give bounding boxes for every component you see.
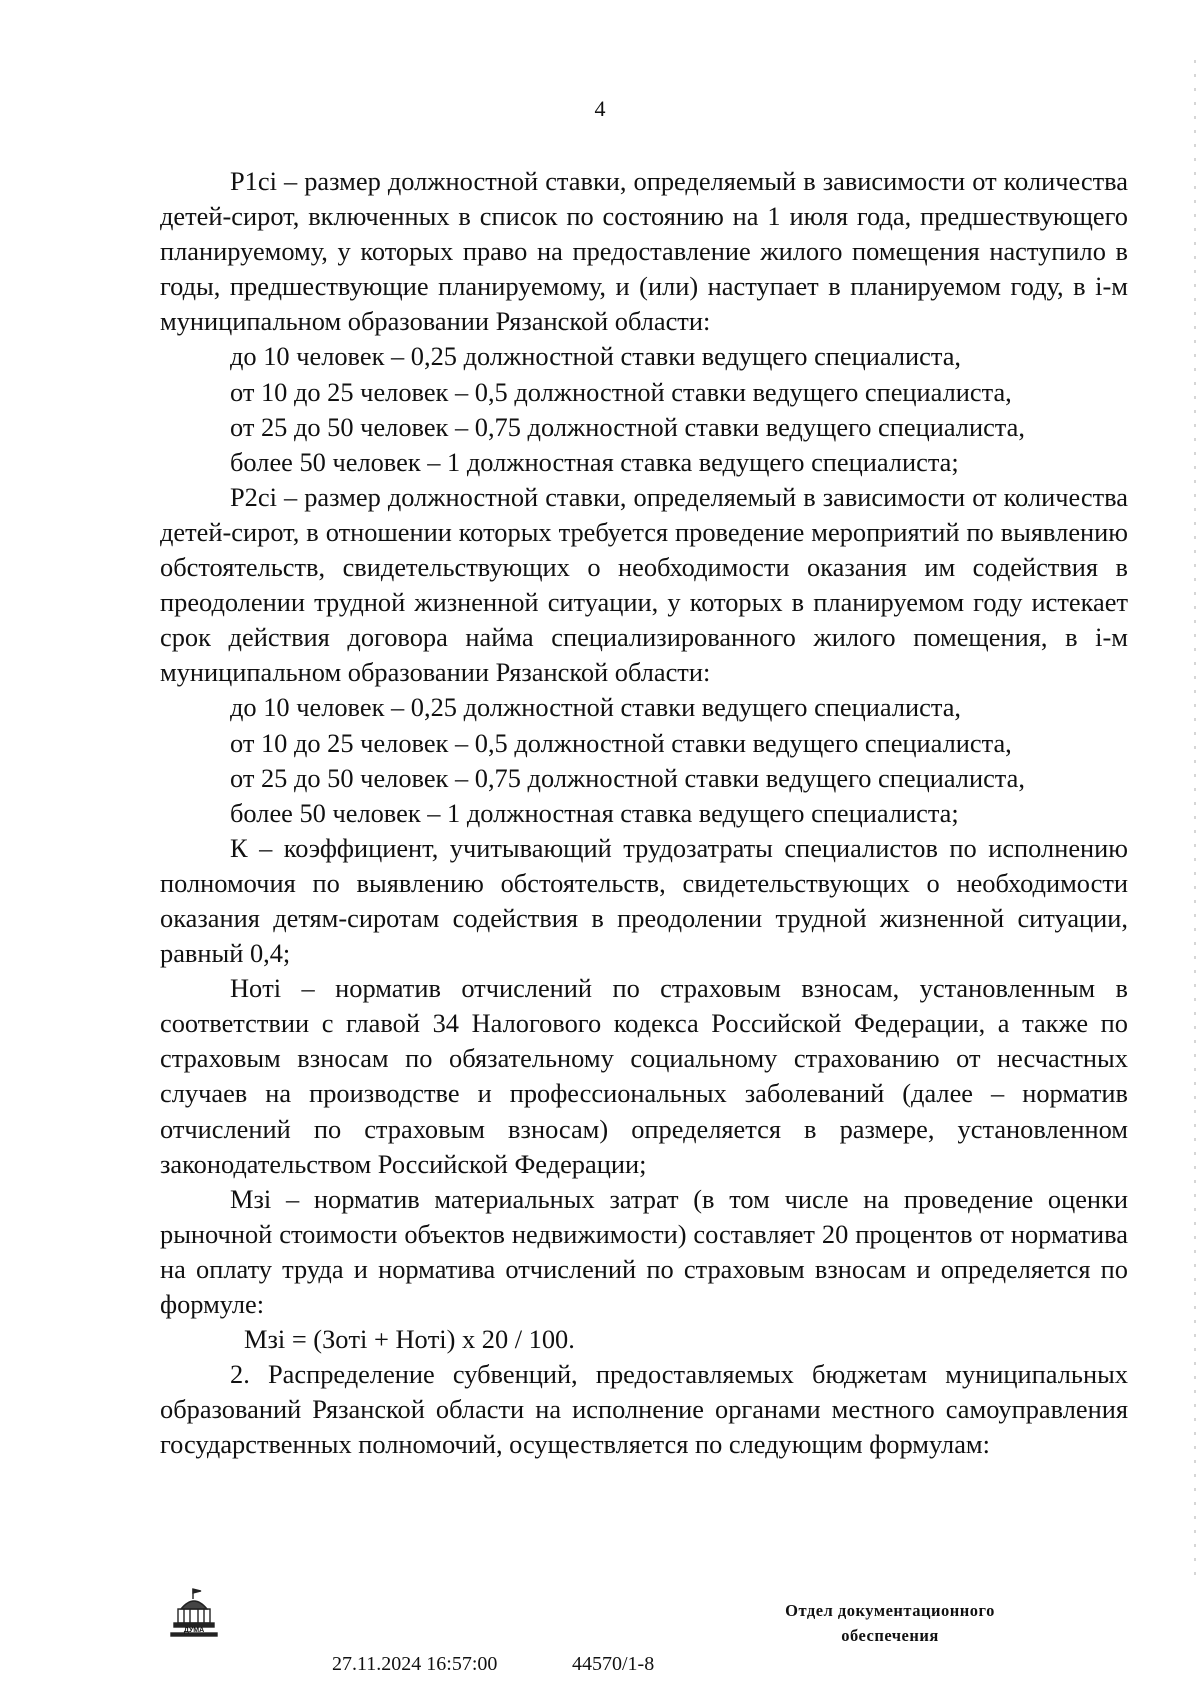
department-line-1: Отдел документационного: [785, 1601, 995, 1620]
scan-edge-marks: [1194, 60, 1196, 1580]
paragraph-section-2: 2. Распределение субвенций, предоставляемых бюджетам муниципальных образований Рязанской области на исполнение органами местного самоуправления государственных полномочий, осуществляется по следующим формулам:: [160, 1359, 1128, 1460]
paragraph-p2ci: P2ci – размер должностной ставки, определяемый в зависимости от количества детей-сирот, в отношении которых требуется проведение мероприятий по выявлению обстоятельств, свидетельствующих о необходимости оказания им содействия в преодолении трудной жизненной ситуации, у которых в планируемом году истекает срок действия договора найма специализированного жилого помещения, в i-м муниципальном образовании Рязанской области:: [160, 481, 1128, 688]
formula-mzi: Мзi = (Зoтi + Нoтi) x 20 / 100.: [244, 1324, 575, 1355]
duma-logo-text: ДУМА: [183, 1627, 205, 1634]
list-item-p1-over-50: более 50 человек – 1 должностная ставка ведущего специалиста;: [230, 446, 959, 477]
paragraph-noti: Нoтi – норматив отчислений по страховым взносам, установленным в соответствии с главой 34 Налогового кодекса Российской Федерации, а также по страховым взносам по обязательному социальному страхованию от несчастных случаев на производстве и профессиональных заболеваний (далее – норматив отчислений по страховым взносам) определяется в размере, установленном законодательством Российской Федерации;: [160, 973, 1128, 1179]
footer-datetime: 27.11.2024 16:57:00: [332, 1653, 498, 1675]
paragraph-coefficient-k: К – коэффициент, учитывающий трудозатраты специалистов по исполнению полномочия по выявлению обстоятельств, свидетельствующих о необходимости оказания детям-сиротам содействия в преодолении трудной жизненной ситуации, равный 0,4;: [160, 832, 1128, 969]
paragraph-mzi: Мзi – норматив материальных затрат (в том числе на проведение оценки рыночной стоимости объектов недвижимости) составляет 20 процентов от норматива на оплату труда и норматива отчислений по страховым взносам и определяется по формуле:: [160, 1183, 1128, 1319]
list-item-p1-upto-10: до 10 человек – 0,25 должностной ставки ведущего специалиста,: [230, 341, 961, 372]
duma-logo-icon: [168, 1587, 220, 1639]
list-item-p2-10-25: от 10 до 25 человек – 0,5 должностной ставки ведущего специалиста,: [230, 727, 1012, 758]
document-body: [160, 164, 1128, 1462]
department-line-2: обеспечения: [841, 1626, 939, 1645]
footer-doc-code: 44570/1-8: [572, 1653, 655, 1675]
footer-department-stamp: [740, 1598, 1040, 1648]
paragraph-p1ci: P1ci – размер должностной ставки, определяемый в зависимости от количества детей-сирот, включенных в список по состоянию на 1 июля года, предшествующего планируемому, у которых право на предоставление жилого помещения наступило в годы, предшествующие планируемому, и (или) наступает в планируемом году, в i-м муниципальном образовании Рязанской области:: [160, 166, 1128, 337]
list-item-p2-upto-10: до 10 человек – 0,25 должностной ставки ведущего специалиста,: [230, 692, 961, 723]
list-item-p2-25-50: от 25 до 50 человек – 0,75 должностной ставки ведущего специалиста,: [230, 762, 1025, 793]
list-item-p1-25-50: от 25 до 50 человек – 0,75 должностной ставки ведущего специалиста,: [230, 411, 1025, 442]
list-item-p2-over-50: более 50 человек – 1 должностная ставка ведущего специалиста;: [230, 797, 959, 828]
list-item-p1-10-25: от 10 до 25 человек – 0,5 должностной ставки ведущего специалиста,: [230, 376, 1012, 407]
page-number: 4: [594, 96, 606, 121]
